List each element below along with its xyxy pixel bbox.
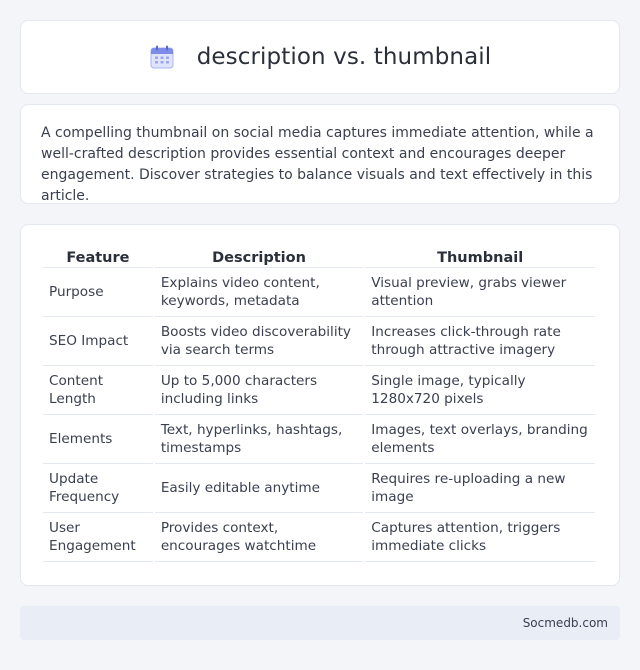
table-row <box>43 415 595 464</box>
table-row <box>43 268 595 317</box>
description-cell: Provides context, encourages watchtime <box>155 513 363 562</box>
intro-card <box>20 104 620 204</box>
title-card <box>20 20 620 94</box>
comparison-table <box>41 244 597 562</box>
thumbnail-cell: Visual preview, grabs viewer attention <box>365 268 595 317</box>
feature-cell: Purpose <box>43 268 153 317</box>
column-header-thumbnail: Thumbnail <box>365 244 595 268</box>
table-header-row <box>43 244 595 268</box>
description-cell: Boosts video discoverability via search terms <box>155 317 363 366</box>
page-title: description vs. thumbnail <box>196 44 492 70</box>
feature-cell: User Engagement <box>43 513 153 562</box>
thumbnail-cell: Images, text overlays, branding elements <box>365 415 595 464</box>
column-header-feature: Feature <box>43 244 153 268</box>
thumbnail-cell: Increases click-through rate through attractive imagery <box>365 317 595 366</box>
description-cell: Easily editable anytime <box>155 464 363 513</box>
table-row <box>43 317 595 366</box>
description-cell: Explains video content, keywords, metadata <box>155 268 363 317</box>
table-row <box>43 513 595 562</box>
thumbnail-cell: Single image, typically 1280x720 pixels <box>365 366 595 415</box>
intro-text: A compelling thumbnail on social media captures immediate attention, while a well-crafted description provides essential context and encourages deeper engagement. Discover strategies to balance visuals and text effectively in this article. <box>41 125 594 204</box>
comparison-table-card <box>20 224 620 586</box>
feature-cell: Update Frequency <box>43 464 153 513</box>
feature-cell: Content Length <box>43 366 153 415</box>
description-cell: Up to 5,000 characters including links <box>155 366 363 415</box>
column-header-description: Description <box>155 244 363 268</box>
thumbnail-cell: Captures attention, triggers immediate clicks <box>365 513 595 562</box>
feature-cell: Elements <box>43 415 153 464</box>
footer-brand-link[interactable]: Socmedb.com <box>522 616 608 630</box>
table-row <box>43 366 595 415</box>
calendar-icon <box>149 44 175 70</box>
feature-cell: SEO Impact <box>43 317 153 366</box>
table-row <box>43 464 595 513</box>
footer <box>20 606 620 640</box>
thumbnail-cell: Requires re-uploading a new image <box>365 464 595 513</box>
description-cell: Text, hyperlinks, hashtags, timestamps <box>155 415 363 464</box>
